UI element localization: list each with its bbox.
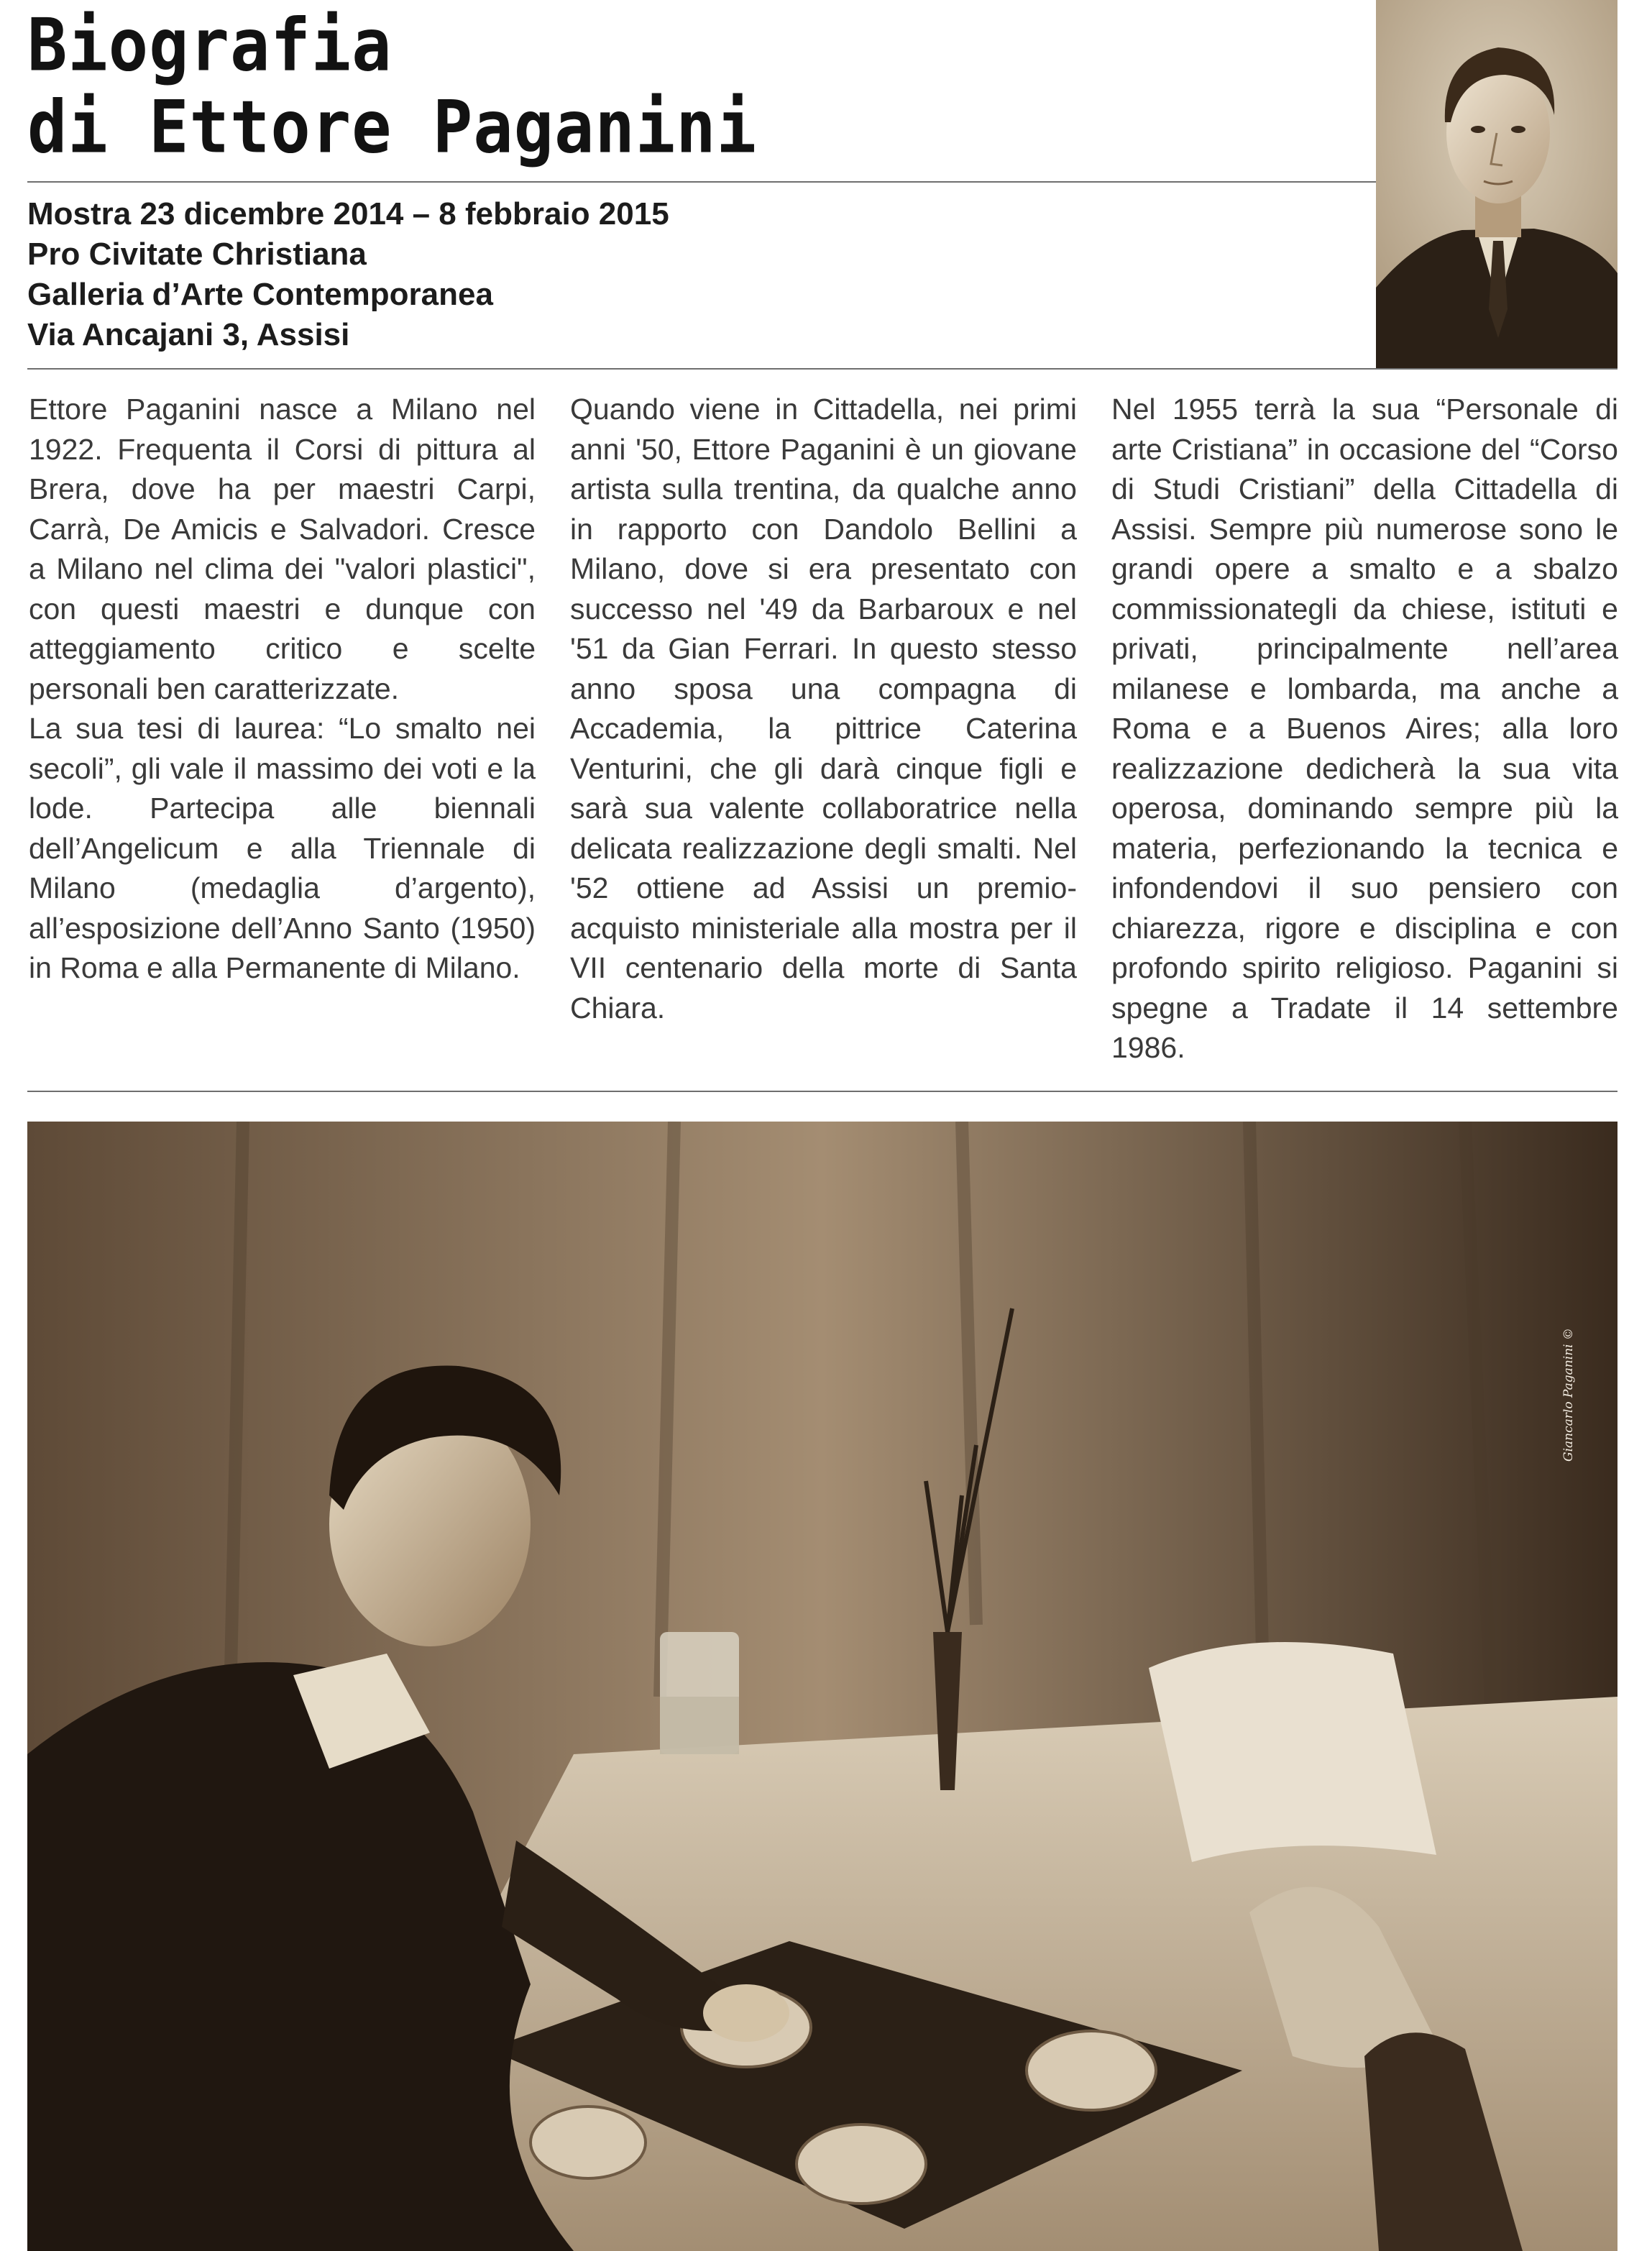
photo-credit: [1560, 1280, 1577, 1510]
exhibition-gallery: Galleria d’Arte Contemporanea: [27, 277, 493, 312]
portrait-illustration: [1376, 0, 1617, 368]
exhibition-info: [27, 194, 1350, 355]
bio-paragraph: Quando viene in Cittadella, nei primi anni '50, Ettore Paganini è un giovane artista sulla trentina, da qualche anno in rapporto con Dandolo Bellini a Milano, dove si era presentato con successo nel '49 da Barbaroux e nel '51 da Gian Ferrari. In questo stesso anno sposa una compagna di Accademia, la pittrice Caterina Venturini, che gli darà cinque figli e sarà sua valente collaboratrice nella delicata realizzazione degli smalti. Nel '52 ottiene ad Assisi un premio-acquisto ministeriale alla mostra per il VII centenario della morte di Santa Chiara.: [570, 393, 1077, 1024]
studio-photo: [27, 1122, 1617, 2251]
bio-column-3: [1111, 390, 1618, 1068]
bio-paragraph: Ettore Paganini nasce a Milano nel 1922. Frequenta il Corsi di pittura al Brera, dove ha per maestri Carpi, Carrà, De Amicis e Salvadori. Cresce a Milano nel clima dei "valori plastici", con questi maestri e dunque con atteggiamento critico e scelte personali ben caratterizzate.: [29, 393, 536, 705]
divider-rule: [27, 368, 1617, 370]
exhibition-address: Via Ancajani 3, Assisi: [27, 317, 350, 352]
bio-paragraph: Nel 1955 terrà la sua “Personale di arte Cristiana” in occasione del “Corso di Studi Cristiani” della Cittadella di Assisi. Sempre più numerose sono le grandi opere a smalto e a sbalzo commissionategli da chiese, istituti e privati, principalmente nell’area milanese e lombarda, ma anche a Roma e a Buenos Aires; alla loro realizzazione dedicherà la sua vita operosa, dominando sempre più la materia, perfezionando la tecnica e infondendovi il suo pensiero con chiarezza, rigore e disciplina e con profondo spirito religioso. Paganini si spegne a Tradate il 14 settembre 1986.: [1111, 393, 1618, 1064]
bio-paragraph: La sua tesi di laurea: “Lo smalto nei secoli”, gli vale il massimo dei voti e la lode. Partecipa alle biennali dell’Angelicum e alla Triennale di Milano (medaglia d’argento), all’esposizione dell’Anno Santo (1950) in Roma e alla Permanente di Milano.: [29, 712, 536, 984]
studio-illustration: [27, 1122, 1617, 2251]
title-line-1: Biografia: [27, 2, 393, 88]
bio-column-2: [570, 390, 1077, 1028]
portrait-photo: [1376, 0, 1617, 368]
bottom-rule: [27, 1091, 1617, 1092]
page-title: [27, 4, 1350, 169]
photo-credit-text: Giancarlo Paganini ©: [1561, 1328, 1576, 1462]
exhibition-dates: Mostra 23 dicembre 2014 – 8 febbraio 2015: [27, 196, 669, 231]
bio-column-1: [29, 390, 536, 989]
exhibition-organizer: Pro Civitate Christiana: [27, 237, 367, 272]
title-line-2: di Ettore Paganini: [27, 85, 757, 170]
